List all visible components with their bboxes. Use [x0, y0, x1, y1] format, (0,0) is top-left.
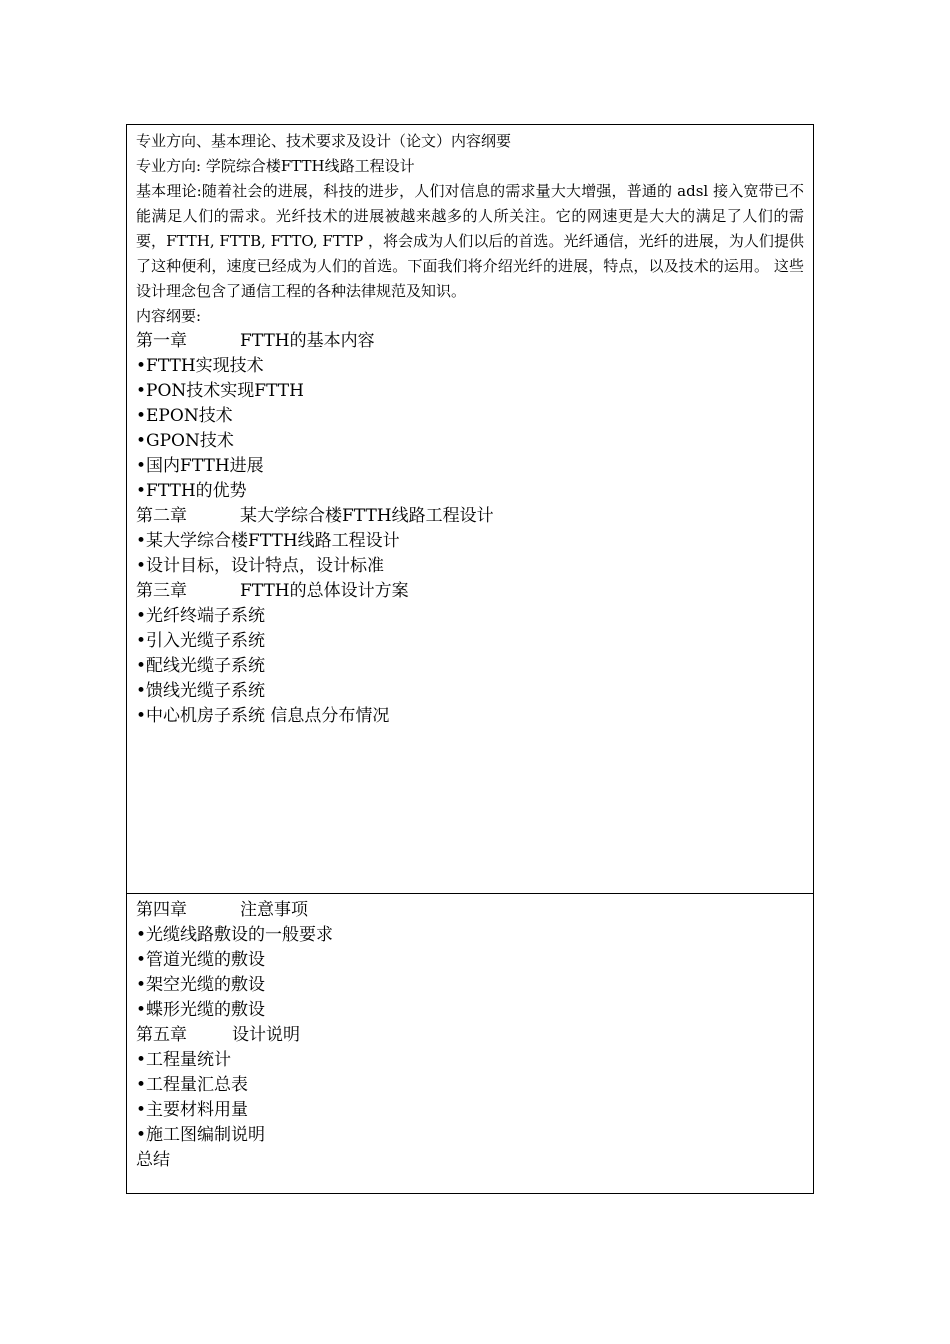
list-item: •工程量统计 — [136, 1050, 232, 1070]
list-item: •光缆线路敷设的一般要求 — [136, 925, 334, 945]
chapter-heading — [136, 898, 804, 923]
outline-label: 内容纲要: — [136, 307, 202, 325]
chapter-title: 某大学综合楼FTTH线路工程设计 — [240, 506, 494, 526]
list-item: •FTTH的优势 — [136, 481, 247, 501]
list-item: •蝶形光缆的敷设 — [136, 1000, 266, 1020]
chapter-number: 第四章 — [136, 900, 187, 920]
outline-cell-bottom — [127, 894, 813, 1193]
basic-theory-paragraph: 基本理论:随着社会的进展，科技的进步，人们对信息的需求量大大增强，普通的 adsl 接入宽带已不能满足人们的需求。光纤技术的进展被越来越多的人所关注。它的网速更是大大的满足了人们的需要，FTTH, FTTB, FTTO, FTTP ，将会成为人们以后的首选。光纤通信，光纤的进展，为人们提供了这种便利，速度已经成为人们的首选。下面我们将介绍光纤的进展，特点，以及技术的运用。 这些设计理念包含了通信工程的各种法律规范及知识。 — [136, 182, 804, 300]
list-item: •引入光缆子系统 — [136, 631, 266, 651]
list-item: •EPON技术 — [136, 406, 233, 426]
outline-table — [126, 124, 814, 1194]
chapter-title: FTTH的总体设计方案 — [240, 581, 409, 601]
conclusion: 总结 — [136, 1150, 170, 1170]
chapter-heading — [136, 504, 804, 529]
list-item: •设计目标，设计特点，设计标准 — [136, 556, 385, 576]
chapter-number: 第五章 — [136, 1025, 187, 1045]
list-item: •PON技术实现FTTH — [136, 381, 304, 401]
list-item: •国内FTTH进展 — [136, 456, 264, 476]
list-item: •某大学综合楼FTTH线路工程设计 — [136, 531, 400, 551]
list-item: •工程量汇总表 — [136, 1075, 249, 1095]
list-item: •施工图编制说明 — [136, 1125, 266, 1145]
list-item: •中心机房子系统 信息点分布情况 — [136, 706, 390, 726]
list-item: •GPON技术 — [136, 431, 234, 451]
chapter-heading — [136, 329, 804, 354]
outline-title: 专业方向、基本理论、技术要求及设计（论文）内容纲要 — [136, 132, 512, 150]
chapter-title: 设计说明 — [232, 1025, 300, 1045]
chapter-number: 第二章 — [136, 506, 187, 526]
chapter-number: 第一章 — [136, 331, 187, 351]
list-item: •馈线光缆子系统 — [136, 681, 266, 701]
chapter-title: FTTH的基本内容 — [240, 331, 375, 351]
list-item: •配线光缆子系统 — [136, 656, 266, 676]
chapter-heading — [136, 1023, 804, 1048]
outline-cell-top — [127, 125, 813, 894]
list-item: •架空光缆的敷设 — [136, 975, 266, 995]
chapter-heading — [136, 579, 804, 604]
chapter-number: 第三章 — [136, 581, 187, 601]
list-item: •FTTH实现技术 — [136, 356, 264, 376]
chapter-title: 注意事项 — [240, 900, 308, 920]
list-item: •管道光缆的敷设 — [136, 950, 266, 970]
list-item: •主要材料用量 — [136, 1100, 249, 1120]
specialty-direction: 专业方向: 学院综合楼FTTH线路工程设计 — [136, 157, 415, 175]
list-item: •光纤终端子系统 — [136, 606, 266, 626]
